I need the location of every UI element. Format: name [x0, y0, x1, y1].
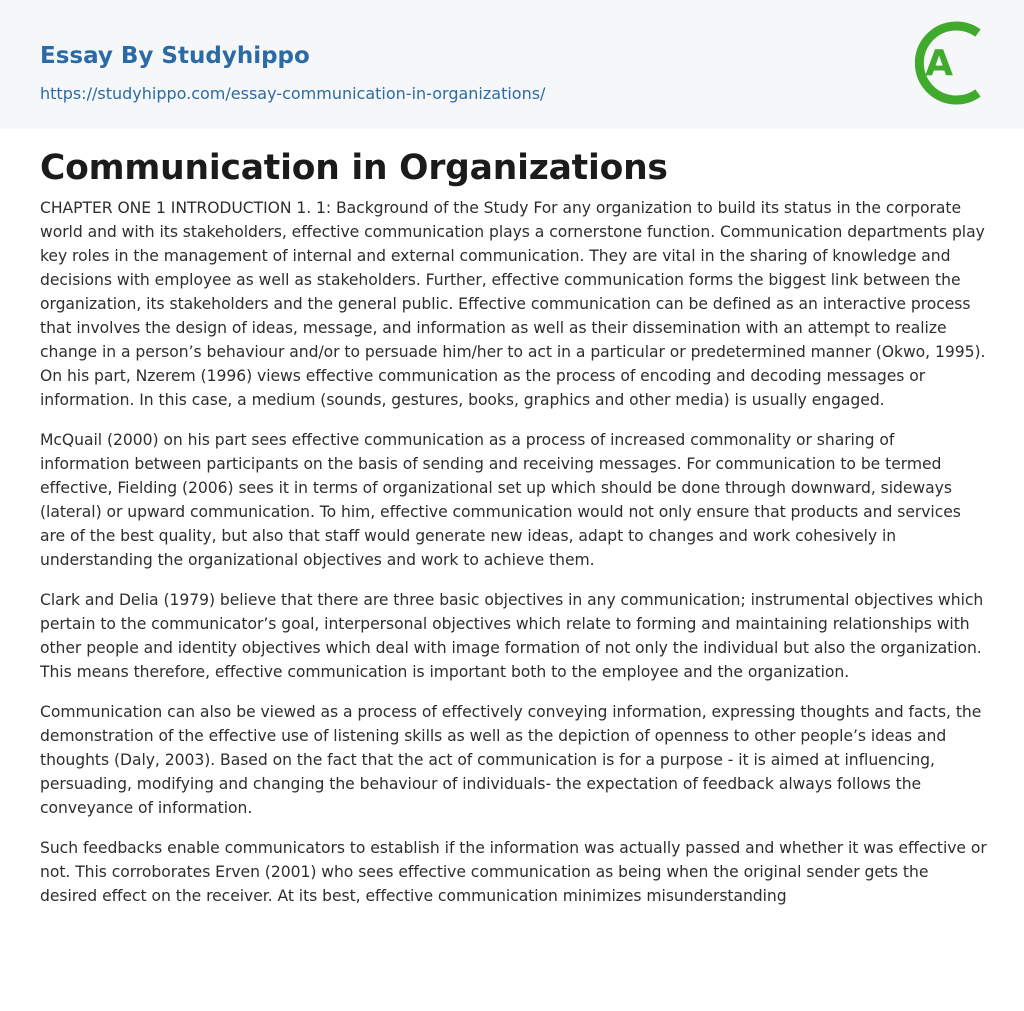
- paragraph-1: CHAPTER ONE 1 INTRODUCTION 1. 1: Background of the Study For any organization to build its status in the corporate world and with its stakeholders, effective communication plays a cornerstone function. Communication departments play key roles in the management of internal and external communication. They are vital in the sharing of knowledge and decisions with employee as well as stakeholders. Further, effective communication forms the biggest link between the organization, its stakeholders and the general public. Effective communication can be defined as an interactive process that involves the design of ideas, message, and information as well as their dissemination with an attempt to realize change in a person’s behaviour and/or to persuade him/her to act in a particular or predetermined manner (Okwo, 1995). On his part, Nzerem (1996) views effective communication as the process of encoding and decoding messages or information. In this case, a medium (sounds, gestures, books, graphics and other media) is usually engaged.: [40, 199, 986, 409]
- article: [40, 146, 988, 924]
- page-title: Communication in Organizations: [40, 148, 668, 188]
- site-title[interactable]: Essay By Studyhippo: [40, 43, 310, 69]
- paragraph-2: McQuail (2000) on his part sees effective communication as a process of increased commonality or sharing of information between participants on the basis of sending and receiving messages. For communication to be termed effective, Fielding (2006) sees it in terms of organizational set up which should be done through downward, sideways (lateral) or upward communication. To him, effective communication would not only ensure that products and services are of the best quality, but also that staff would generate new ideas, adapt to changes and work cohesively in understanding the organizational objectives and work to achieve them.: [40, 431, 961, 569]
- paragraph-4: Communication can also be viewed as a process of effectively conveying information, expressing thoughts and facts, the demonstration of the effective use of listening skills as well as the depiction of openness to other people’s ideas and thoughts (Daly, 2003). Based on the fact that the act of communication is for a purpose - it is aimed at influencing, persuading, modifying and changing the behaviour of individuals- the expectation of feedback always follows the conveyance of information.: [40, 703, 982, 817]
- source-url-link[interactable]: https://studyhippo.com/essay-communication-in-organizations/: [40, 84, 546, 103]
- studyhippo-a-logo-icon[interactable]: [912, 19, 988, 107]
- paragraph-3: Clark and Delia (1979) believe that there are three basic objectives in any communication; instrumental objectives which pertain to the communicator’s goal, interpersonal objectives which relate to forming and maintaining relationships with other people and identity objectives which deal with image formation of not only the individual but also the organization. This means therefore, effective communication is important both to the employee and the organization.: [40, 591, 984, 681]
- site-header: [0, 0, 1024, 129]
- paragraph-5: Such feedbacks enable communicators to establish if the information was actually passed and whether it was effective or not. This corroborates Erven (2001) who sees effective communication as being when the original sender gets the desired effect on the receiver. At its best, effective communication minimizes misunderstanding: [40, 839, 987, 905]
- logo-letter: A: [925, 43, 953, 84]
